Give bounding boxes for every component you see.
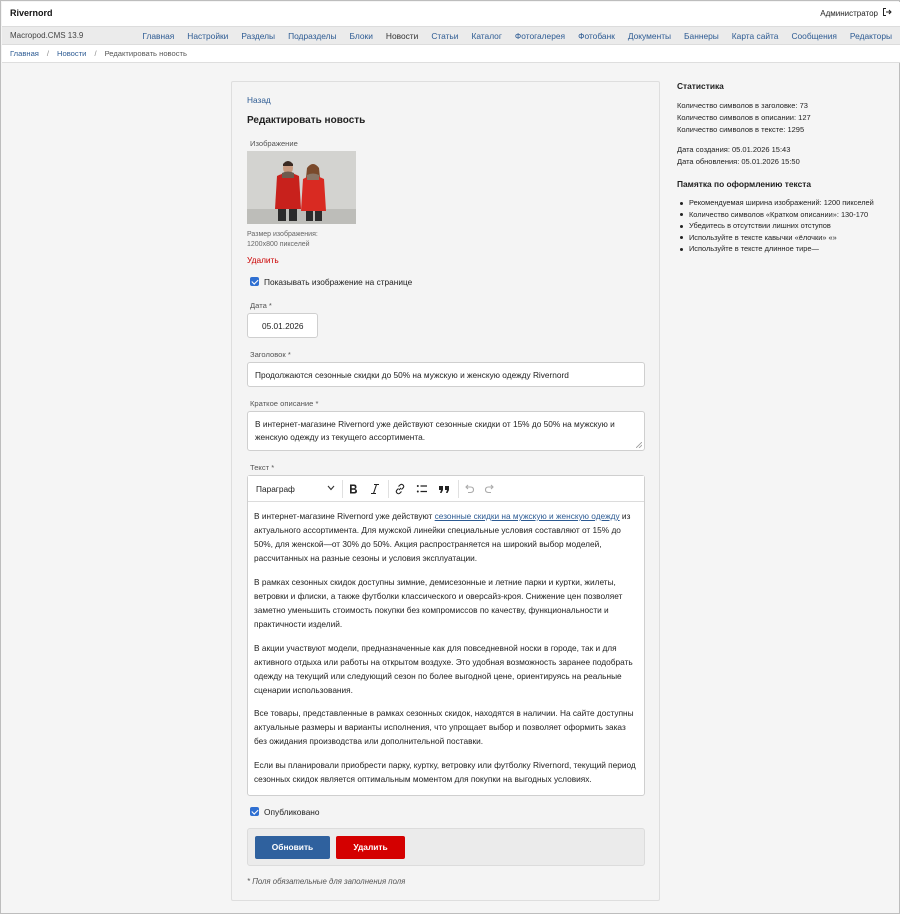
- italic-icon[interactable]: [368, 482, 382, 496]
- resize-grip-icon[interactable]: [636, 442, 642, 448]
- form-actions: [247, 828, 645, 866]
- chevron-down-icon[interactable]: [327, 485, 335, 491]
- headline-input[interactable]: Продолжаются сезонные скидки до 50% на мужскую и женскую одежду Rivernord: [247, 362, 645, 387]
- nav-item[interactable]: Документы: [627, 31, 672, 41]
- required-fields-note: * Поля обязательные для заполнения поля: [247, 877, 406, 886]
- user-name[interactable]: Администратор: [820, 9, 878, 18]
- nav-item[interactable]: Фотобанк: [578, 31, 615, 41]
- image-size-label: Размер изображения:: [247, 231, 318, 238]
- editor-paragraph: [254, 509, 640, 565]
- discount-link[interactable]: сезонные скидки на мужскую и женскую одежду: [434, 511, 620, 521]
- paragraph-style-select[interactable]: Параграф: [256, 484, 295, 494]
- nav-item[interactable]: Баннеры: [684, 31, 719, 41]
- editor-paragraph: Если вы планировали приобрести парку, куртку, ветровку или футболку Rivernord, текущий период сезонных скидок является оптимальным моментом для покупки на выгодных условиях.: [254, 759, 636, 785]
- tip-item: Убедитесь в отсутствии лишних отступов: [677, 220, 892, 232]
- headline-label: Заголовок *: [250, 350, 291, 359]
- nav-item[interactable]: Статьи: [431, 31, 459, 41]
- editor-content[interactable]: [254, 509, 640, 796]
- editor-paragraph: Все товары, представленные в рамках сезонных скидок, находятся в наличии. На сайте доступны актуальные размеры и варианты исполнения, что упрощает выбор и позволяет оформить заказ без ожидания производства или дополнительной поставки.: [254, 708, 634, 747]
- undo-icon[interactable]: [462, 482, 476, 496]
- link-icon[interactable]: [393, 482, 407, 496]
- bold-icon[interactable]: [346, 482, 360, 496]
- toolbar-divider: [342, 480, 343, 498]
- page-title: Редактировать новость: [247, 115, 366, 126]
- editor-toolbar: [248, 476, 644, 502]
- summary-char-count: Количество символов в описании: 127: [677, 113, 811, 122]
- date-input[interactable]: 05.01.2026: [247, 313, 318, 338]
- breadcrumb-news[interactable]: Новости: [57, 49, 87, 58]
- tips-list: [677, 197, 892, 255]
- delete-image-link[interactable]: Удалить: [247, 255, 279, 265]
- tip-item: Используйте в тексте длинное тире—: [677, 243, 892, 255]
- edit-news-form: [231, 81, 660, 901]
- breadcrumb-separator: /: [46, 49, 50, 58]
- nav-item[interactable]: Новости: [385, 31, 419, 41]
- editor-paragraph: В рамках сезонных скидок доступны зимние, демисезонные и летние парки и куртки, жилеты, ветровки и флиски, а также футболки классического и оверсайз-кроя. Снижение цен позволяет заметно уменьшить стоимость покупки без компромиссов по качеству, функциональности и практичности изделий.: [254, 576, 623, 630]
- spacer: [677, 136, 892, 144]
- summary-textarea[interactable]: [247, 411, 645, 451]
- nav-item[interactable]: Настройки: [187, 31, 229, 41]
- delete-button[interactable]: Удалить: [336, 836, 405, 859]
- nav-items: [129, 31, 892, 41]
- tip-item: Количество символов «Кратком описании»: 130-170: [677, 209, 892, 221]
- editor-text: из актуального ассортимента. Для мужской линейки специальные условия составляют от 15% до 50%, для женской—от 30% до 50%. Акция распространяется на широкий выбор моделей, рассчитанных на разные сезоны и условия эксплуатации.: [254, 511, 631, 564]
- toolbar-divider: [458, 480, 459, 498]
- nav-item[interactable]: Разделы: [241, 31, 276, 41]
- nav-item[interactable]: Блоки: [349, 31, 373, 41]
- top-bar: [2, 2, 900, 26]
- updated-date: Дата обновления: 05.01.2026 15:50: [677, 157, 800, 166]
- tip-item: Используйте в тексте кавычки «ёлочки» «»: [677, 232, 892, 244]
- rich-text-editor[interactable]: [247, 475, 645, 796]
- created-date: Дата создания: 05.01.2026 15:43: [677, 145, 791, 154]
- title-char-count: Количество символов в заголовке: 73: [677, 101, 808, 110]
- news-image: [247, 151, 356, 224]
- nav-item[interactable]: Сообщения: [791, 31, 837, 41]
- text-label: Текст *: [250, 463, 275, 472]
- toolbar-divider: [388, 480, 389, 498]
- editor-paragraph: В акции участвуют модели, предназначенные как для повседневной носки в городе, так и для активного отдыха или работы на открытом воздухе. Это удобная возможность заранее подобрать одежду на текущий или следующий сезон по более выгодной цене, ориентируясь на реальные сценарии использования.: [254, 642, 633, 695]
- editor-text: В интернет-магазине Rivernord уже действуют: [254, 511, 435, 521]
- breadcrumb-separator: /: [94, 49, 97, 58]
- main-nav: [2, 26, 900, 45]
- image-size-note: [247, 230, 318, 250]
- nav-item[interactable]: Подразделы: [288, 31, 337, 41]
- breadcrumb: [2, 45, 900, 63]
- nav-item[interactable]: Главная: [142, 31, 175, 41]
- nav-item[interactable]: Редакторы: [849, 31, 892, 41]
- cms-version: Macropod.CMS 13.9: [10, 31, 84, 40]
- breadcrumb-current: Редактировать новость: [104, 49, 187, 58]
- show-image-checkbox[interactable]: [250, 277, 259, 286]
- image-size-value: 1200x800 пикселей: [247, 241, 310, 248]
- tip-item: Рекомендуемая ширина изображений: 1200 пикселей: [677, 197, 892, 209]
- image-label: Изображение: [250, 139, 298, 148]
- logout-icon[interactable]: [882, 7, 892, 17]
- nav-item[interactable]: Каталог: [471, 31, 502, 41]
- date-label: Дата *: [250, 301, 272, 310]
- redo-icon[interactable]: [483, 482, 497, 496]
- bulleted-list-icon[interactable]: [415, 482, 429, 496]
- show-image-label: Показывать изображение на странице: [264, 277, 413, 287]
- stats-panel: [677, 81, 892, 255]
- published-checkbox[interactable]: [250, 807, 259, 816]
- site-brand[interactable]: Rivernord: [10, 8, 53, 18]
- summary-text: В интернет-магазине Rivernord уже действуют сезонные скидки от 15% до 50% на мужскую и женскую одежду из текущего ассортимента.: [255, 419, 615, 442]
- text-char-count: Количество символов в тексте: 1295: [677, 125, 805, 134]
- update-button[interactable]: Обновить: [255, 836, 330, 859]
- back-link[interactable]: Назад: [247, 95, 271, 105]
- nav-item[interactable]: Карта сайта: [731, 31, 779, 41]
- news-image-illustration: [247, 151, 356, 224]
- published-label: Опубликовано: [264, 807, 320, 817]
- tips-title: Памятка по оформлению текста: [677, 179, 811, 189]
- nav-item[interactable]: Фотогалерея: [514, 31, 566, 41]
- breadcrumb-home[interactable]: Главная: [10, 49, 39, 58]
- summary-label: Краткое описание *: [250, 399, 319, 408]
- stats-title: Статистика: [677, 81, 724, 91]
- quote-icon[interactable]: [437, 482, 451, 496]
